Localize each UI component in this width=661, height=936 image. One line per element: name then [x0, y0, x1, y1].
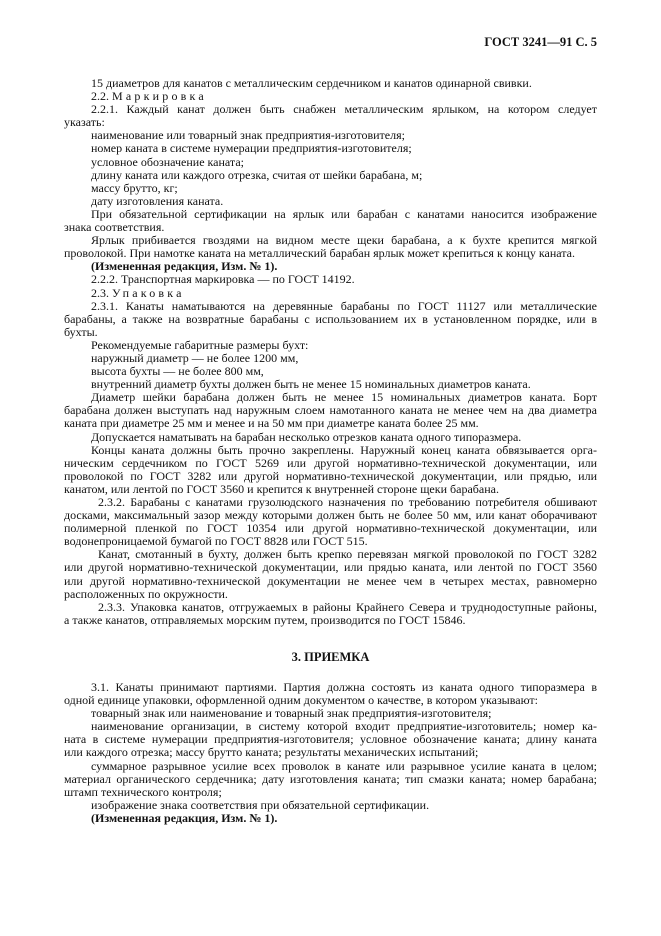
paragraph [64, 142, 597, 155]
text-line: Диаметр шейки барабана должен быть не менее 15 номинальных диаметров каната. Борт [91, 390, 597, 405]
text-line: материал органического сердечника; дату изготовления каната; тип смазки каната; номер барабана; [64, 771, 597, 786]
paragraph [64, 431, 597, 444]
subsection-number: 2.3. [91, 285, 109, 300]
text-line: водонепроницаемой бумагой по ГОСТ 8828 или ГОСТ 515. [64, 534, 368, 549]
text-line: или каждого отрезка; массу брутто каната; результаты механических испытаний; [64, 745, 479, 760]
text-line: внутренний диаметр бухты должен быть не менее 15 номинальных диаметров каната. [91, 377, 531, 392]
section-2-text [64, 77, 597, 627]
text-line: проволокой по ГОСТ 3282 или другой нормативно-технической документации, или прядью, или [64, 468, 597, 483]
subsection-number: 2.2. [91, 89, 109, 104]
text-line: Допускается наматывать на барабан несколько отрезков каната одного типоразмера. [91, 429, 522, 444]
text-line: изображение знака соответствия при обязательной сертификации. [91, 797, 430, 812]
text-line: 2.3.1. Канаты наматываются на деревянные барабаны по ГОСТ 11127 или металлические [91, 298, 597, 313]
paragraph [64, 391, 597, 430]
text-line: условное обозначение каната; [91, 154, 244, 169]
text-line: знака соответствия. [64, 220, 165, 235]
paragraph [64, 195, 597, 208]
text-line: суммарное разрывное усилие всех проволок в канате или разрывное усилие каната в целом; [91, 758, 597, 773]
text-line: указать: [64, 115, 105, 130]
paragraph [64, 601, 597, 627]
paragraph [64, 169, 597, 182]
text-line: 3.1. Канаты принимают партиями. Партия должна состоять из каната одного типоразмера в [91, 680, 597, 694]
text-line: барабаны, а также на возвратные барабаны с использованием их в установленном порядке, или в [64, 311, 597, 326]
paragraph [64, 339, 597, 352]
paragraph [64, 444, 597, 496]
text-line: Рекомендуемые габаритные размеры бухт: [91, 337, 309, 352]
text-line: проволокой. При намотке каната на металлический барабан ярлык может крепиться к концу каната. [64, 246, 575, 261]
paragraph [64, 182, 597, 195]
paragraph [64, 156, 597, 169]
paragraph [64, 681, 597, 707]
text-line: ническим сердечником по ГОСТ 5269 или другой нормативно-технической документации, или [64, 455, 597, 470]
text-line: ната в системе нумерации предприятия-изготовителя; условное обозначение каната; длину каната [64, 732, 597, 747]
text-line: одной единице упаковки, оформленной одним документом о качестве, в котором указывают: [64, 693, 538, 708]
text-line: высота бухты — не более 800 мм, [91, 364, 264, 379]
subsection-title: Маркировка [112, 89, 207, 104]
paragraph [64, 799, 597, 812]
text-line: 15 диаметров для канатов с металлическим сердечником и канатов одинарной свивки. [91, 76, 532, 90]
text-line: длину каната или каждого отрезка, считая от шейки барабана, м; [91, 167, 423, 182]
paragraph [64, 760, 597, 799]
text-line: полимерной пленкой по ГОСТ 10354 или другой нормативно-технической документации, или [64, 521, 597, 536]
text-line: товарный знак или наименование и товарный знак предприятия-изготовителя; [91, 706, 492, 721]
paragraph [64, 720, 597, 759]
paragraph [64, 208, 597, 234]
text-line: наименование или товарный знак предприятия-изготовителя; [91, 128, 405, 143]
text-line: каната при диаметре 25 мм и менее и на 50 мм при диаметре каната более 25 мм. [64, 416, 479, 431]
text-line: Концы каната должны быть прочно закреплены. Наружный конец каната обвязывается орга- [91, 442, 597, 457]
text-line: Ярлык прибивается гвоздями на видном месте щеки барабана, а к бухте крепится мягкой [91, 233, 597, 248]
text-line: При обязательной сертификации на ярлык или барабан с канатами наносится изображение [91, 206, 597, 221]
paragraph [64, 103, 597, 129]
subsection-heading [64, 287, 597, 300]
subsection-title: Упаковка [112, 285, 185, 300]
section-3-text [64, 681, 597, 825]
text-line: бухты. [64, 324, 98, 339]
paragraph [64, 300, 597, 339]
text-line: барабана должен выступать над наружным слоем намотанного каната не менее чем на два диаметра [64, 403, 597, 418]
text-line: 2.2.2. Транспортная маркировка — по ГОСТ 14192. [91, 272, 355, 287]
paragraph [64, 548, 597, 600]
section-heading: 3. ПРИЕМКА [291, 650, 370, 664]
text-line: наименование организации, в систему которой входит предприятие-изготовитель; номер ка- [91, 719, 597, 734]
text-line: Канат, смотанный в бухту, должен быть крепко перевязан мягкой проволокой по ГОСТ 3282 [98, 547, 597, 562]
text-line: 2.2.1. Каждый канат должен быть снабжен металлическим ярлыком, на котором следует [91, 102, 597, 117]
text-line: или другой нормативно-технической документации, или прядью каната, или лентой по ГОСТ 3560 [64, 560, 597, 575]
text-line: массу брутто, кг; [91, 180, 178, 195]
text-line: номер каната в системе нумерации предприятия-изготовителя; [91, 141, 412, 156]
text-line: а также канатов, отправляемых морским путем, производится по ГОСТ 15846. [64, 612, 466, 627]
text-line: штамп технического контроля; [64, 784, 222, 799]
page-header: ГОСТ 3241—91 С. 5 [484, 35, 597, 49]
text-line: наружный диаметр — не более 1200 мм, [91, 350, 299, 365]
text-line: 2.3.3. Упаковка канатов, отгружаемых в районы Крайнего Севера и труднодоступные районы, [98, 599, 597, 614]
paragraph [64, 496, 597, 548]
text-line: дату изготовления каната. [91, 193, 224, 208]
text-line: (Измененная редакция, Изм. № 1). [91, 259, 278, 274]
amendment-note [64, 812, 597, 825]
text-line: (Измененная редакция, Изм. № 1). [91, 810, 278, 825]
text-line: или другой нормативно-технической документации не менее чем в четырех местах, равномерно [64, 573, 597, 588]
text-line: канатом, или лентой по ГОСТ 3560 и крепится к внутренней стороне щеки барабана. [64, 481, 499, 496]
paragraph [64, 234, 597, 260]
text-line: расположенных по окружности. [64, 586, 228, 601]
text-line: 2.3.2. Барабаны с канатами грузолюдского назначения по требованию потребителя обшивают [98, 495, 597, 509]
text-line: досками, максимальный зазор между которыми должен быть не более 50 мм, или канат оборачивают [64, 508, 597, 523]
